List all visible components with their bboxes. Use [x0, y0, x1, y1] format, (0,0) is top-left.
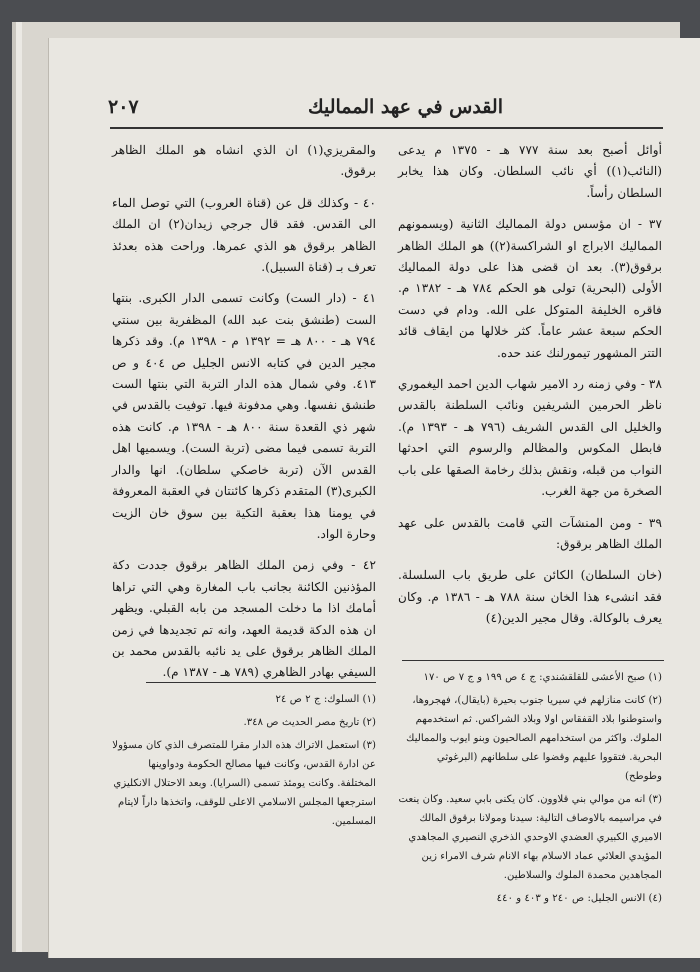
- right-column: [398, 140, 662, 640]
- header-rule: [110, 127, 663, 129]
- paragraph: ٤٢ - وفي زمن الملك الظاهر برقوق جددت دكة المؤذنين الكائنة بجانب باب المغارة وهي التي تراها أمامك اذا ما دخلت المسجد من بابه القبلي. ويظهر ان هذه الدكة قديمة العهد، وانه تم تجديدها في زمن الملك الظاهر برقوق على يد نائبه بالقدس محمد بن السيفي بهادر الظاهري (٧٨٩ هـ - ١٣٨٧ م).: [112, 558, 376, 680]
- paragraph: ٣٨ - وفي زمنه رد الامير شهاب الدين احمد اليغموري ناظر الحرمين الشريفين ونائب السلطنة بالقدس والخليل الى القدس الشريف (٧٩٦ هـ - ١٣٩٣ م). فابطل المكوس والمظالم والرسوم التي احدثها النواب من قبله، ونقش بذلك رخامة الصقها على باب الصخرة من جهة الغرب.: [398, 377, 662, 499]
- page-number: ٢٠٧: [108, 96, 139, 118]
- paragraph: أوائل أصبح بعد سنة ٧٧٧ هـ - ١٣٧٥ م يدعى (النائب(١)) أي نائب السلطان. وكان هذا يخابر السلطان رأساً.: [398, 143, 662, 200]
- paragraph: ٣٧ - ان مؤسس دولة المماليك الثانية (ويسمونهم المماليك الابراج او الشراكسة(٢)) هو الملك الظاهر برقوق(٣). بعد ان قضى هذا على دولة المماليك الأولى (البحرية) تولى هو الحكم ٧٨٤ هـ - ١٣٨٢ م. فاقره الخليفة المتوكل على الله. ودام في دست الحكم سبعة عشر عاماً. كثر خلالها من ايقاف قائد التتر المشهور تيمورلنك عند حده.: [398, 217, 662, 360]
- left-column: [112, 140, 376, 694]
- footnote: (٢) تاريخ مصر الحديث ص ٣٤٨.: [243, 717, 376, 728]
- footnote: (٣) استعمل الاتراك هذه الدار مقرا للمتصرف الذي كان مسؤولا عن ادارة القدس، وكانت فيها مصالح الحكومة ودواوينها المختلفة. وكانت يومئذ تسمى (السرايا). وبعد الاحتلال الانكليزي استرجعها المجلس الاسلامي الاعلى للوقف، واتخذها داراً لايتام المسلمين.: [112, 740, 376, 827]
- paragraph: ٤٠ - وكذلك قل عن (قناة العروب) التي توصل الماء الى القدس. فقد قال جرجي زيدان(٢) ان الملك الظاهر برقوق هو الذي عمرها. وراحت هذه بعدئذ تعرف بـ (قناة السبيل).: [112, 195, 376, 275]
- footnote: (١) صبح الأعشى للقلقشندي: ج ٤ ص ١٩٩ و ج ٧ ص ١٧٠: [423, 672, 662, 683]
- paragraph: (خان السلطان) الكائن على طريق باب السلسلة. فقد انشىء هذا الخان سنة ٧٨٨ هـ - ١٣٨٦ م. وكان يعرف بالوكالة. وقال مجير الدين(٤): [398, 568, 662, 626]
- paragraph: ٣٩ - ومن المنشآت التي قامت بالقدس على عهد الملك الظاهر برقوق:: [398, 515, 662, 551]
- footnote-rule-left: [146, 682, 376, 683]
- footnotes-right: [398, 668, 662, 912]
- paragraph: والمقريزي(١) ان الذي انشاه هو الملك الظاهر برقوق.: [112, 143, 376, 179]
- footnote: (٢) كانت منازلهم في سيريا جنوب بحيرة (بايقال)، فهجروها، واستوطنوا بلاد القفقاس اولا وبلاد الشراكس. ثم استخدمهم الملوك. واكثر من استخدامهم الصالحيون وبنو ايوب والمماليك البحرية. فتقووا عليهم وقضوا على سلطانهم (البرغوثي وطوطح): [406, 695, 662, 782]
- running-title: القدس في عهد المماليك: [307, 96, 503, 118]
- footnote-rule-right: [402, 660, 664, 661]
- footnote: (٤) الانس الجليل: ص ٢٤٠ و ٤٠٣ و ٤٤٠: [496, 893, 662, 904]
- paragraph: ٤١ - (دار الست) وكانت تسمى الدار الكبرى. بنتها الست (طنشق بنت عبد الله) المظفرية بين سنتي ٧٩٤ هـ - ٨٠٠ هـ = ١٣٩٢ م - ١٣٩٨ م). وقد ذكرها مجير الدين في كتابه الانس الجليل ص ٤٠٤ و ص ٤١٣. وفي شمال هذه الدار التربة التي بنتها الست طنشق نفسها. وهي مدفونة فيها. توفيت بالقدس في شهر ذي القعدة سنة ٨٠٠ هـ - ١٣٩٨ م. كانت هذه التربة تسمى فيما مضى (تربة الست). ويسميها اهل القدس الآن (تربة خاصكي سلطان). انها والدار الكبرى(٣) المتقدم ذكرها كائنتان في العقبة المعروفة في يومنا هذا بعقبة التكية بين سوق خان الزيت وحارة الواد.: [112, 291, 376, 541]
- footnote: (١) السلوك: ج ٢ ص ٢٤: [275, 694, 376, 705]
- footnotes-left: [112, 690, 376, 835]
- footnote: (٣) انه من موالي بني قلاوون. كان يكنى بابي سعيد. وكان ينعت في مراسيمه بالاوصاف التالية: سيدنا ومولانا برقوق المالك الاميري الكبيري العضدي الاوحدي الذخري النصيري المجاهدي المؤيدي العلائي عماد الاسلام بهاء الانام شرف الامراء زين المجاهدين محمدة الملوك والسلاطين.: [398, 794, 662, 881]
- page-header: [108, 96, 658, 122]
